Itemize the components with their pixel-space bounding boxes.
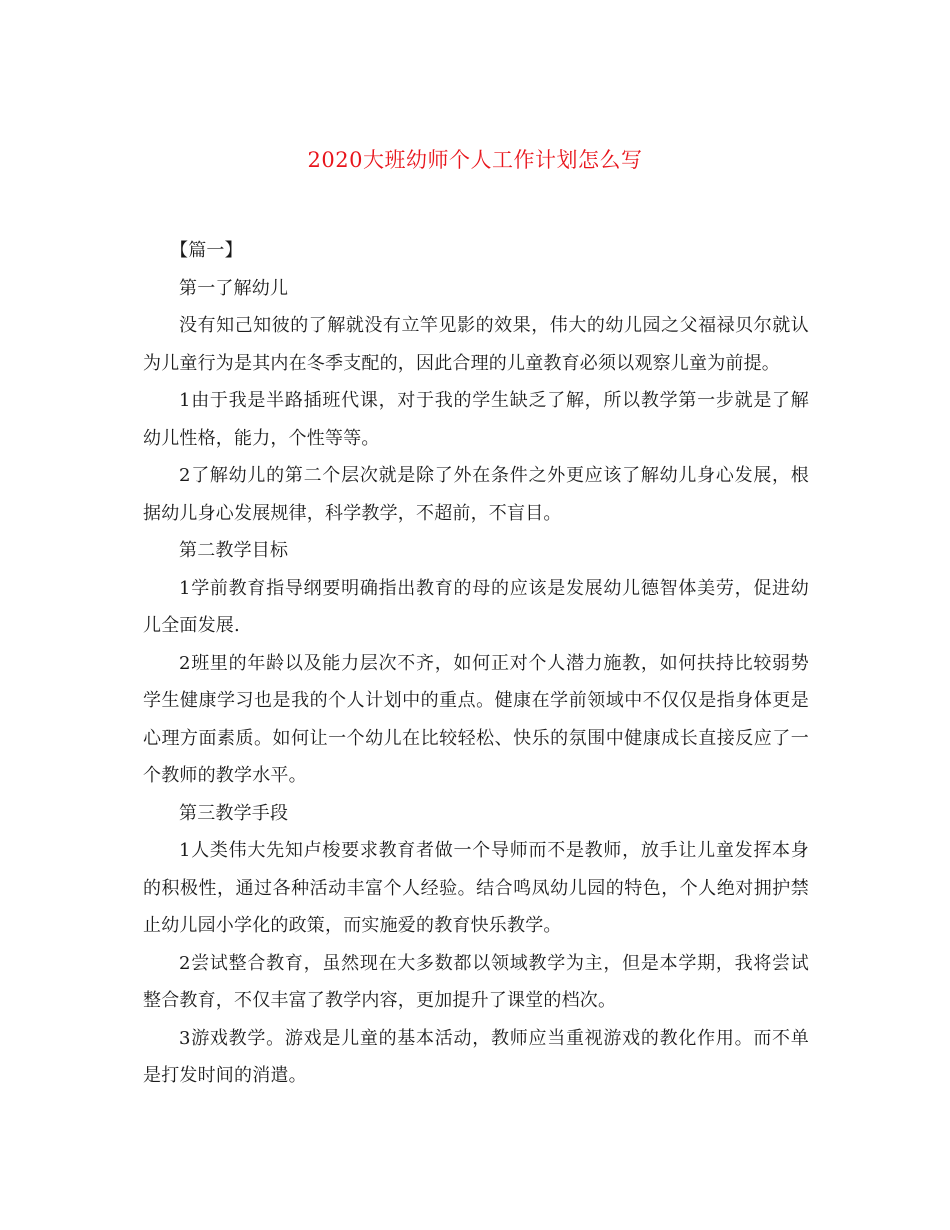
heading-understand-children: 第一了解幼儿: [179, 277, 289, 299]
paragraph-methods-1: 1人类伟大先知卢梭要求教育者做一个导师而不是教师，放手让儿童发挥本身的积极性，通过各种活动丰富个人经验。结合鸣凤幼儿园的特色，个人绝对拥护禁止幼儿园小学化的政策，而实施爱的教育快乐教学。: [143, 840, 809, 936]
heading-teaching-methods: 第三教学手段: [179, 802, 289, 824]
paragraph-understand-1: 1由于我是半路插班代课，对于我的学生缺乏了解，所以教学第一步就是了解幼儿性格，能力，个性等等。: [143, 390, 809, 449]
paragraph-goals-1: 1学前教育指导纲要明确指出教育的母的应该是发展幼儿德智体美劳，促进幼儿全面发展.: [143, 577, 809, 636]
document-title: 2020大班幼师个人工作计划怎么写: [307, 148, 643, 172]
section-label: 【篇一】: [170, 240, 243, 261]
paragraph-understand-2: 2了解幼儿的第二个层次就是除了外在条件之外更应该了解幼儿身心发展，根据幼儿身心发展规律，科学教学，不超前，不盲目。: [143, 465, 809, 524]
paragraph-intro: 没有知己知彼的了解就没有立竿见影的效果，伟大的幼儿园之父福禄贝尔就认为儿童行为是其内在冬季支配的，因此合理的儿童教育必须以观察儿童为前提。: [143, 315, 809, 374]
paragraph-methods-3: 3游戏教学。游戏是儿童的基本活动，教师应当重视游戏的教化作用。而不单是打发时间的消遣。: [143, 1027, 809, 1086]
document-body: [143, 232, 809, 1095]
paragraph-goals-2: 2班里的年龄以及能力层次不齐，如何正对个人潜力施教，如何扶持比较弱势学生健康学习也是我的个人计划中的重点。健康在学前领域中不仅仅是指身体更是心理方面素质。如何让一个幼儿在比较轻松、快乐的氛围中健康成长直接反应了一个教师的教学水平。: [143, 652, 809, 786]
heading-teaching-goals: 第二教学目标: [179, 540, 289, 561]
paragraph-methods-2: 2尝试整合教育，虽然现在大多数都以领域教学为主，但是本学期，我将尝试整合教育，不仅丰富了教学内容，更加提升了课堂的档次。: [143, 952, 809, 1011]
